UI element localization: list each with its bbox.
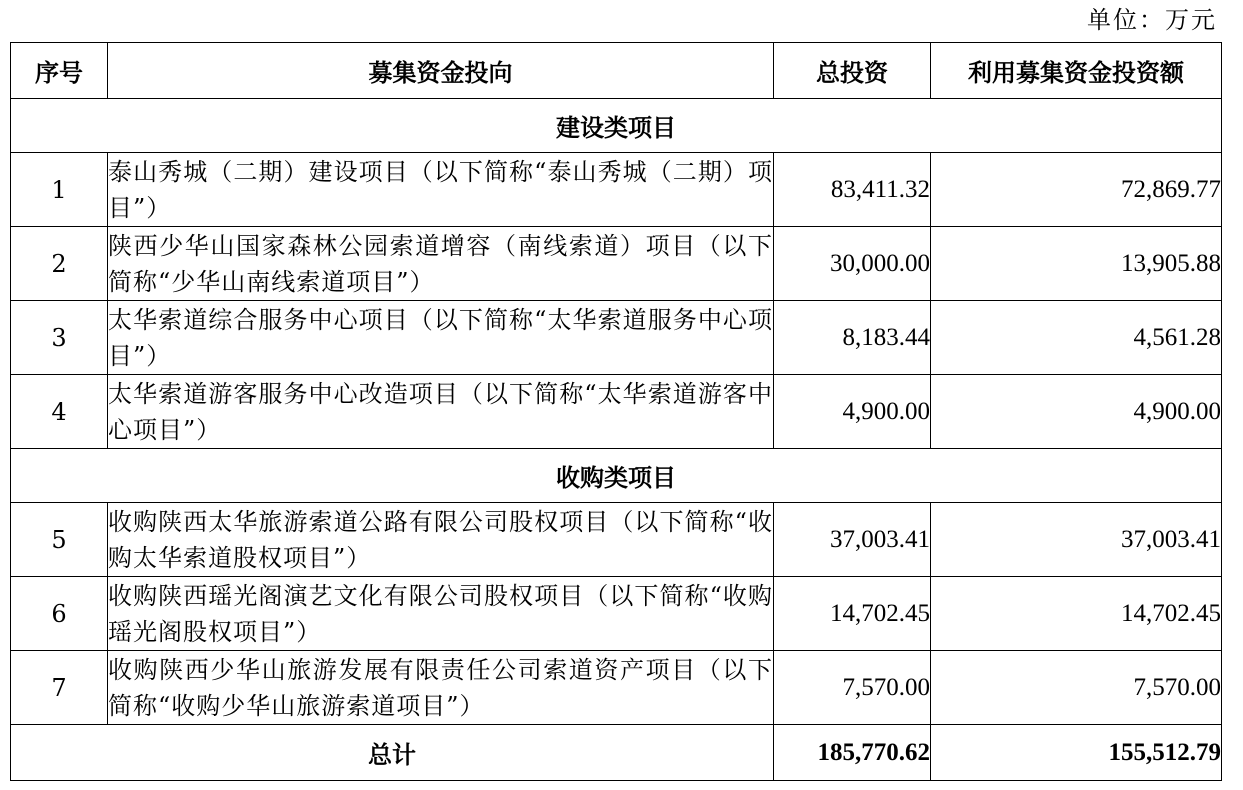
table-row (11, 375, 1222, 449)
total-row (11, 725, 1222, 781)
row-name: 收购陕西少华山旅游发展有限责任公司索道资产项目（以下简称“收购少华山旅游索道项目”） (108, 651, 774, 725)
row-total: 7,570.00 (774, 651, 931, 725)
table-row (11, 301, 1222, 375)
row-name: 太华索道游客服务中心改造项目（以下简称“太华索道游客中心项目”） (108, 375, 774, 449)
header-use: 利用募集资金投资额 (931, 43, 1222, 99)
row-use: 4,900.00 (931, 375, 1222, 449)
table-row (11, 577, 1222, 651)
section-title: 收购类项目 (11, 449, 1222, 503)
row-total: 30,000.00 (774, 227, 931, 301)
row-total: 14,702.45 (774, 577, 931, 651)
table-row (11, 651, 1222, 725)
row-use: 7,570.00 (931, 651, 1222, 725)
row-name: 收购陕西太华旅游索道公路有限公司股权项目（以下简称“收购太华索道股权项目”） (108, 503, 774, 577)
row-name: 泰山秀城（二期）建设项目（以下简称“泰山秀城（二期）项目”） (108, 153, 774, 227)
row-seq: 7 (11, 651, 108, 725)
row-seq: 6 (11, 577, 108, 651)
table-row (11, 503, 1222, 577)
total-label: 总计 (11, 725, 774, 781)
row-seq: 4 (11, 375, 108, 449)
section-row-construction (11, 99, 1222, 153)
row-seq: 1 (11, 153, 108, 227)
row-use: 13,905.88 (931, 227, 1222, 301)
row-total: 4,900.00 (774, 375, 931, 449)
row-seq: 5 (11, 503, 108, 577)
header-name: 募集资金投向 (108, 43, 774, 99)
section-title: 建设类项目 (11, 99, 1222, 153)
table-header-row (11, 43, 1222, 99)
header-seq: 序号 (11, 43, 108, 99)
fund-allocation-table (10, 42, 1222, 781)
row-name: 太华索道综合服务中心项目（以下简称“太华索道服务中心项目”） (108, 301, 774, 375)
row-total: 83,411.32 (774, 153, 931, 227)
total-investment: 185,770.62 (774, 725, 931, 781)
row-total: 37,003.41 (774, 503, 931, 577)
table-row (11, 227, 1222, 301)
row-use: 72,869.77 (931, 153, 1222, 227)
unit-label: 单位：万元 (1087, 6, 1217, 34)
row-seq: 3 (11, 301, 108, 375)
row-total: 8,183.44 (774, 301, 931, 375)
row-name: 收购陕西瑶光阁演艺文化有限公司股权项目（以下简称“收购瑶光阁股权项目”） (108, 577, 774, 651)
total-raised-funds: 155,512.79 (931, 725, 1222, 781)
header-total: 总投资 (774, 43, 931, 99)
row-seq: 2 (11, 227, 108, 301)
row-name: 陕西少华山国家森林公园索道增容（南线索道）项目（以下简称“少华山南线索道项目”） (108, 227, 774, 301)
row-use: 14,702.45 (931, 577, 1222, 651)
row-use: 37,003.41 (931, 503, 1222, 577)
row-use: 4,561.28 (931, 301, 1222, 375)
table-row (11, 153, 1222, 227)
section-row-acquisition (11, 449, 1222, 503)
